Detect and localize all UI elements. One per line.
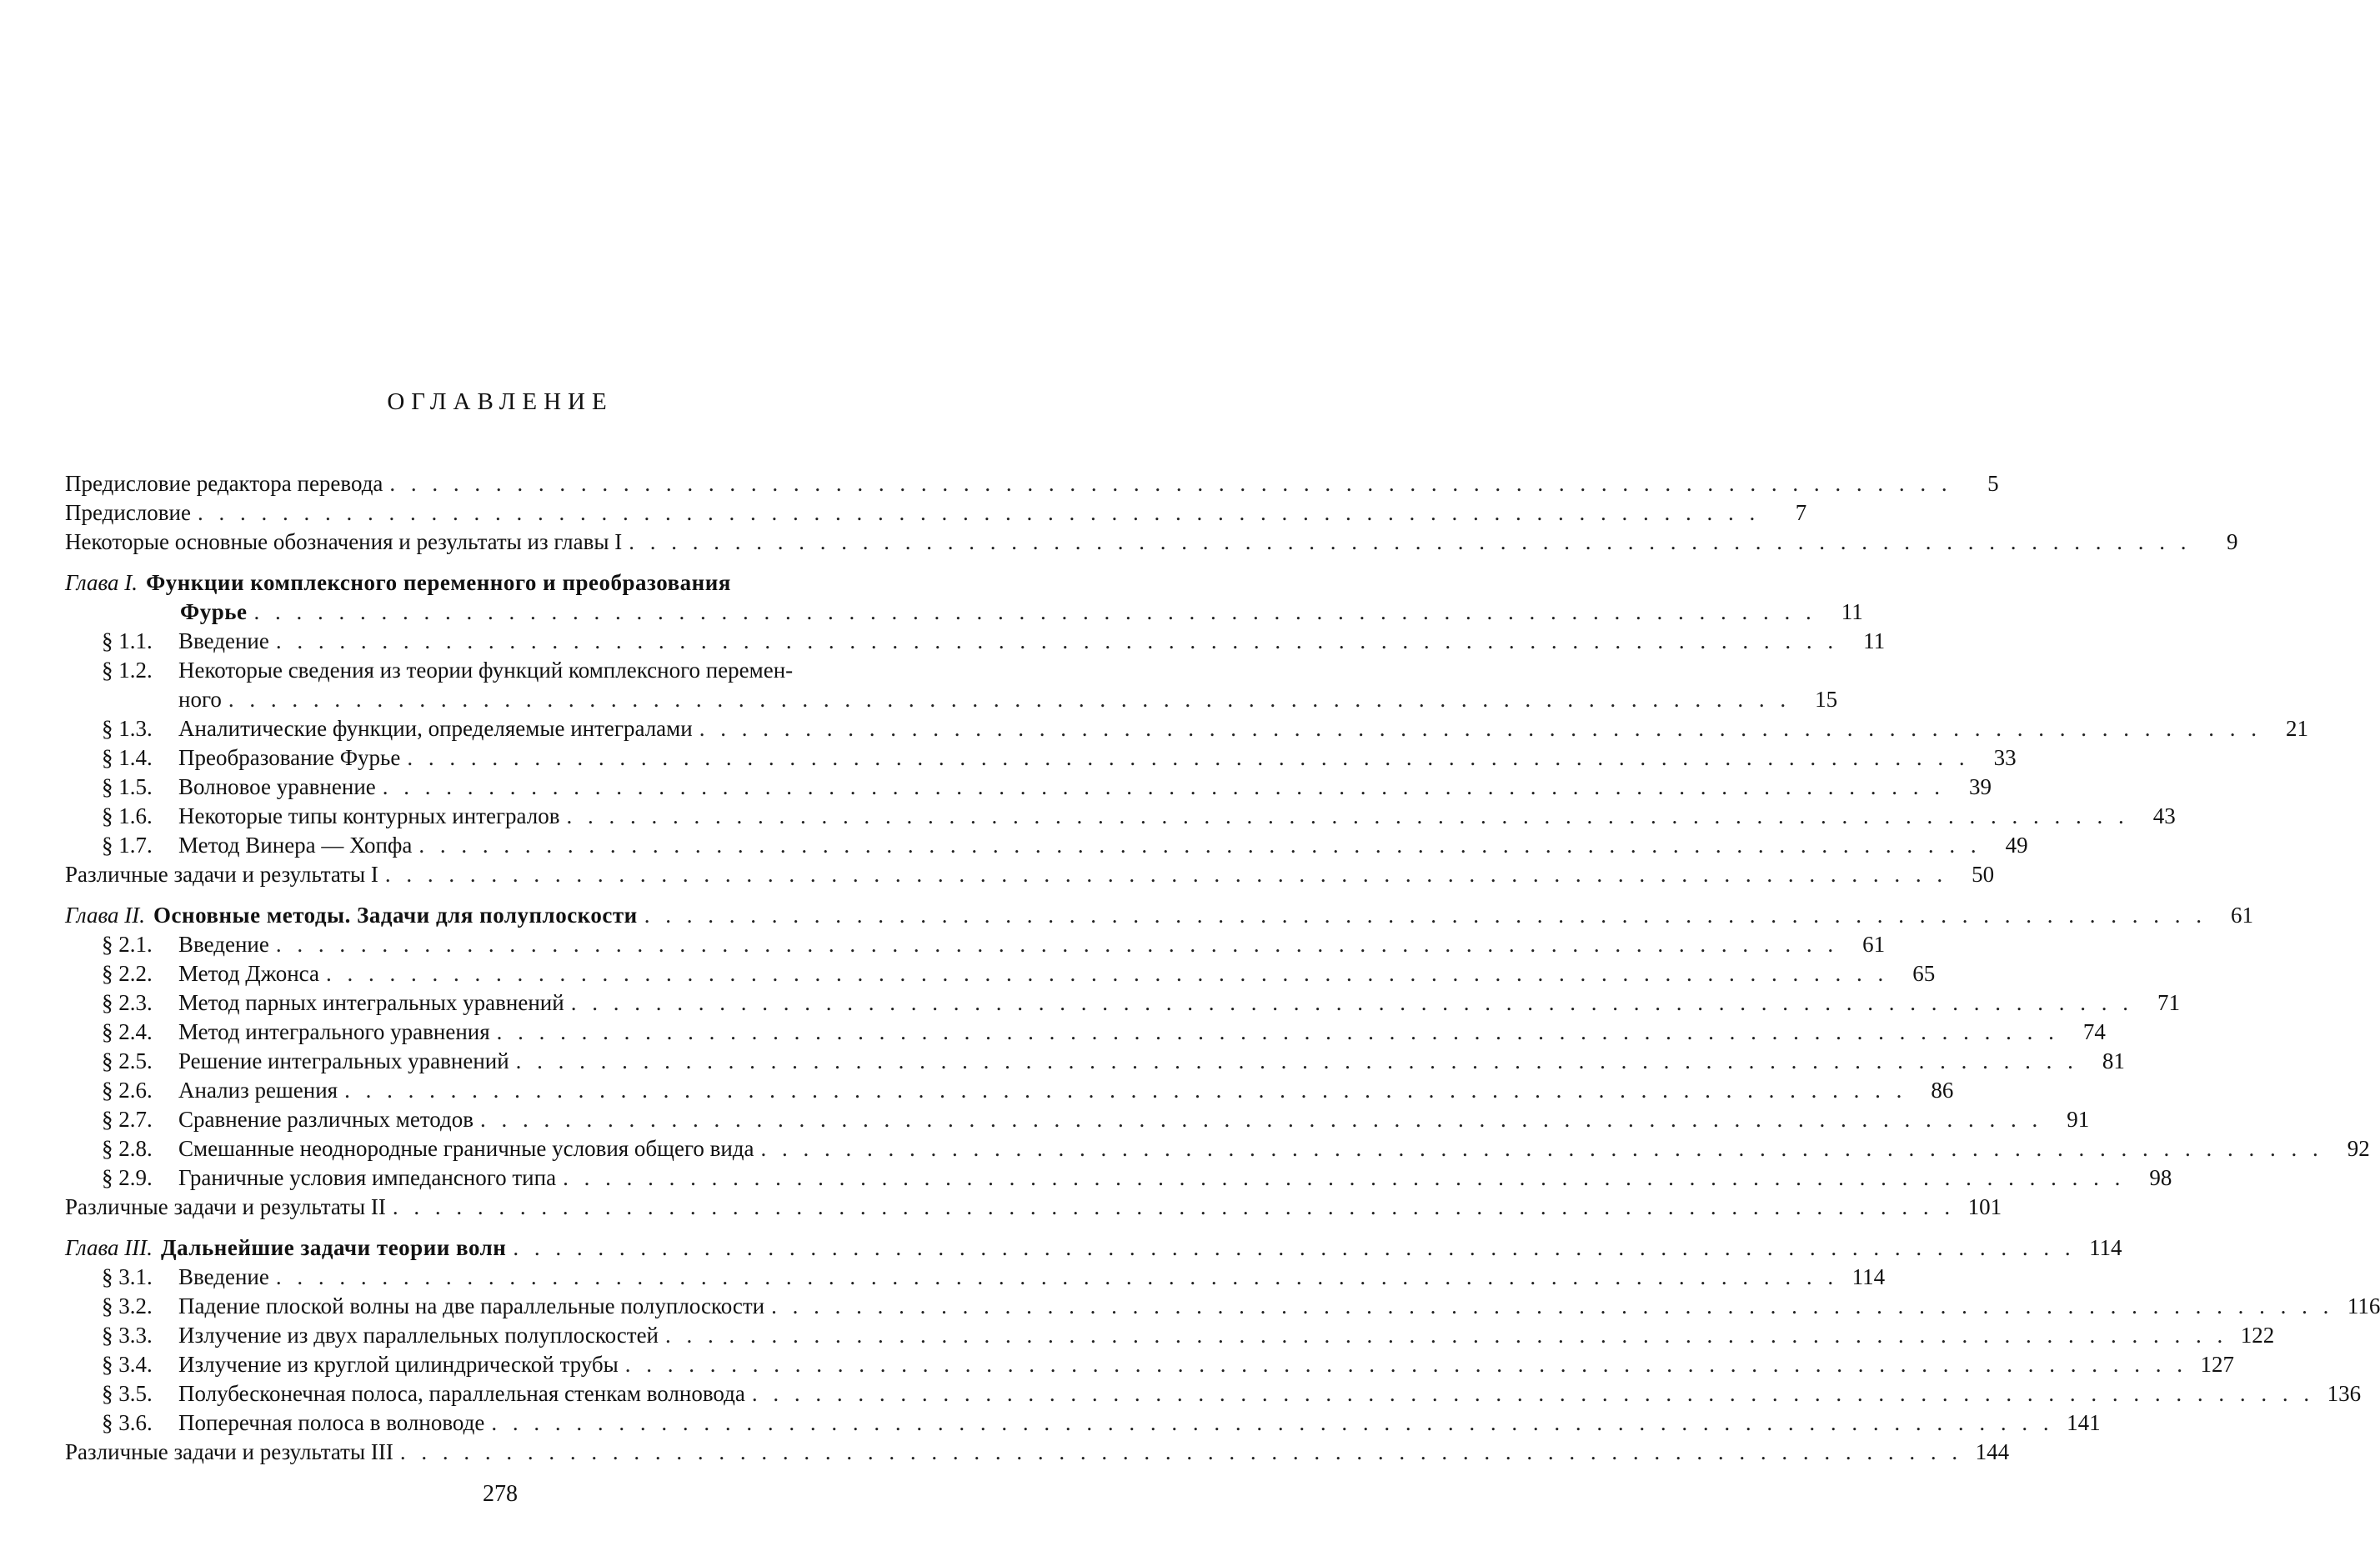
section-number: § 2.1. [102, 932, 153, 957]
toc-section-2-9[interactable] [65, 1163, 2172, 1193]
page-title: ОГЛАВЛЕНИЕ [387, 388, 614, 415]
toc-entry-text: Различные задачи и результаты II [65, 1194, 386, 1219]
chapter-title-line1: Функции комплексного переменного и преобразования [146, 570, 731, 595]
toc-section-2-2[interactable] [65, 959, 1936, 988]
toc-section-1-1[interactable] [65, 627, 1886, 656]
section-number: § 2.8. [102, 1136, 153, 1161]
toc-entry-page: 11 [1841, 599, 1863, 624]
dot-leader [699, 714, 2262, 743]
dot-leader [383, 773, 1945, 802]
dot-leader [276, 627, 1838, 656]
dot-leader [418, 831, 1981, 860]
toc-entry-page: 116 [2347, 1293, 2380, 1318]
toc-section-1-7[interactable] [65, 831, 2028, 860]
dot-leader [228, 685, 1791, 714]
section-number: § 3.4. [102, 1352, 153, 1377]
dot-leader [344, 1076, 1907, 1105]
section-title: Волновое уравнение [178, 774, 376, 799]
chapter-label: Глава II. [65, 903, 146, 928]
toc-section-2-6[interactable] [65, 1076, 1954, 1105]
toc-entry-page: 7 [1795, 500, 1807, 525]
toc-entry-page: 98 [2149, 1165, 2172, 1190]
dot-leader [276, 930, 1838, 959]
toc-entry-editor-preface[interactable] [65, 469, 1999, 498]
dot-leader [629, 528, 2191, 557]
chapter-1-heading[interactable] [65, 568, 950, 598]
toc-entry-page: 71 [2157, 990, 2180, 1015]
dot-leader [752, 1379, 2314, 1408]
dot-leader [407, 743, 1969, 773]
toc-section-1-5[interactable] [65, 773, 1992, 802]
toc-entry-page: 43 [2152, 803, 2176, 828]
dot-leader [644, 901, 2207, 930]
toc-entry-page: 141 [2067, 1410, 2101, 1435]
toc-entry-page: 114 [2089, 1235, 2122, 1260]
section-title: Введение [178, 932, 269, 957]
toc-entry-page: 92 [2347, 1136, 2370, 1161]
section-number: § 2.7. [102, 1107, 153, 1132]
section-number: § 2.9. [102, 1165, 153, 1190]
dot-leader [497, 1018, 2059, 1047]
toc-section-2-1[interactable] [65, 930, 1886, 959]
section-title: Излучение из двух параллельных полуплоскостей [178, 1323, 659, 1348]
toc-entry-page: 39 [1969, 774, 1992, 799]
section-title: Введение [178, 1264, 269, 1289]
toc-entry-page: 136 [2327, 1381, 2362, 1406]
section-title: Некоторые типы контурных интегралов [178, 803, 560, 828]
toc-entry-text: Некоторые основные обозначения и результаты из главы I [65, 529, 623, 554]
dot-leader [198, 498, 1760, 528]
chapter-3-heading[interactable] [65, 1233, 2122, 1263]
dot-leader [665, 1321, 2227, 1350]
section-number: § 3.2. [102, 1293, 153, 1318]
section-title: Метод Джонса [178, 961, 319, 986]
dot-leader [253, 598, 1816, 627]
toc-entry-page: 81 [2102, 1048, 2125, 1073]
toc-entry-misc-3[interactable] [65, 1438, 2010, 1467]
section-number: § 3.5. [102, 1381, 153, 1406]
section-number: § 1.2. [102, 658, 153, 683]
chapter-title: Дальнейшие задачи теории волн [161, 1235, 507, 1260]
chapter-title: Основные методы. Задачи для полуплоскости [153, 903, 638, 928]
section-number: § 2.4. [102, 1019, 153, 1044]
section-title: Преобразование Фурье [178, 745, 401, 770]
section-number: § 1.5. [102, 774, 153, 799]
toc-entry-page: 15 [1815, 687, 1838, 712]
section-number: § 1.4. [102, 745, 153, 770]
section-title: Метод интегрального уравнения [178, 1019, 490, 1044]
dot-leader [480, 1105, 2042, 1134]
toc-section-1-2-cont[interactable] [65, 685, 1838, 714]
toc-section-2-5[interactable] [65, 1047, 2125, 1076]
toc-section-1-6[interactable] [65, 802, 2176, 831]
section-title: Полубесконечная полоса, параллельная стенкам волновода [178, 1381, 745, 1406]
section-number: § 3.3. [102, 1323, 153, 1348]
dot-leader [393, 1193, 1955, 1222]
section-number: § 1.6. [102, 803, 153, 828]
chapter-1-heading-cont[interactable] [65, 598, 1863, 627]
section-title: Метод Винера — Хопфа [178, 833, 413, 858]
section-title: Поперечная полоса в волноводе [178, 1410, 485, 1435]
toc-entry-page: 65 [1912, 961, 1936, 986]
dot-leader [326, 959, 1888, 988]
toc-section-2-4[interactable] [65, 1018, 2106, 1047]
toc-section-2-8[interactable] [65, 1134, 2370, 1163]
toc-entry-page: 144 [1975, 1439, 2010, 1464]
toc-section-1-4[interactable] [65, 743, 2017, 773]
dot-leader [566, 802, 2128, 831]
section-title: Решение интегральных уравнений [178, 1048, 509, 1073]
toc-entry-text: Предисловие редактора перевода [65, 471, 383, 496]
toc-entry-page: 50 [1972, 862, 1995, 887]
toc-entry-page: 61 [2230, 903, 2253, 928]
section-number: § 3.1. [102, 1264, 153, 1289]
toc-entry-page: 114 [1851, 1264, 1886, 1289]
toc-entry-page: 9 [2226, 529, 2238, 554]
dot-leader [571, 988, 2133, 1018]
dot-leader [516, 1047, 2078, 1076]
section-title: Анализ решения [178, 1078, 338, 1103]
section-number: § 2.3. [102, 990, 153, 1015]
toc-entry-page: 49 [2005, 833, 2028, 858]
section-title: Излучение из круглой цилиндрической трубы [178, 1352, 619, 1377]
toc-section-1-2[interactable] [65, 656, 950, 685]
toc-entry-page: 21 [2285, 716, 2308, 741]
toc-entry-page: 91 [2067, 1107, 2090, 1132]
table-of-contents [65, 469, 2380, 1467]
dot-leader [761, 1134, 2323, 1163]
section-title-cont: ного [178, 687, 222, 712]
chapter-title-line2: Фурье [180, 599, 248, 624]
toc-entry-misc-2[interactable] [65, 1193, 2002, 1222]
section-title: Аналитические функции, определяемые интегралами [178, 716, 693, 741]
toc-section-2-3[interactable] [65, 988, 2180, 1018]
section-number: § 1.7. [102, 833, 153, 858]
section-number: § 3.6. [102, 1410, 153, 1435]
section-title: Смешанные неоднородные граничные условия общего вида [178, 1136, 754, 1161]
toc-entry-page: 11 [1863, 628, 1886, 653]
toc-entry-page: 101 [1967, 1194, 2002, 1219]
section-title: Введение [178, 628, 269, 653]
dot-leader [563, 1163, 2125, 1193]
toc-entry-page: 33 [1993, 745, 2017, 770]
toc-entry-notation[interactable] [65, 528, 2238, 557]
section-number: § 2.5. [102, 1048, 153, 1073]
toc-section-3-2[interactable] [65, 1292, 2380, 1321]
dot-leader [389, 469, 1952, 498]
dot-leader [385, 860, 1947, 889]
dot-leader [513, 1233, 2075, 1263]
toc-entry-page: 61 [1862, 932, 1886, 957]
section-title: Падение плоской волны на две параллельные полуплоскости [178, 1293, 765, 1318]
chapter-label: Глава III. [65, 1235, 153, 1260]
chapter-2-heading[interactable] [65, 901, 2253, 930]
toc-section-2-7[interactable] [65, 1105, 2090, 1134]
toc-entry-page: 122 [2240, 1323, 2275, 1348]
dot-leader [276, 1263, 1838, 1292]
toc-section-3-6[interactable] [65, 1408, 2101, 1438]
dot-leader [491, 1408, 2053, 1438]
dot-leader [771, 1292, 2333, 1321]
page-number: 278 [483, 1481, 518, 1507]
toc-entry-text: Различные задачи и результаты III [65, 1439, 393, 1464]
section-number: § 2.6. [102, 1078, 153, 1103]
section-number: § 1.3. [102, 716, 153, 741]
toc-section-3-1[interactable] [65, 1263, 1886, 1292]
toc-entry-misc-1[interactable] [65, 860, 1995, 889]
chapter-label: Глава I. [65, 570, 138, 595]
toc-section-3-3[interactable] [65, 1321, 2275, 1350]
toc-entry-page: 127 [2200, 1352, 2235, 1377]
section-number: § 1.1. [102, 628, 153, 653]
toc-entry-page: 5 [1987, 471, 1999, 496]
dot-leader [400, 1438, 1962, 1467]
toc-entry-page: 86 [1931, 1078, 1954, 1103]
toc-section-3-5[interactable] [65, 1379, 2362, 1408]
toc-section-1-3[interactable] [65, 714, 2308, 743]
toc-entry-page: 74 [2082, 1019, 2106, 1044]
section-title: Граничные условия импедансного типа [178, 1165, 557, 1190]
section-title: Сравнение различных методов [178, 1107, 474, 1132]
section-number: § 2.2. [102, 961, 153, 986]
section-title: Метод парных интегральных уравнений [178, 990, 564, 1015]
toc-entry-text: Различные задачи и результаты I [65, 862, 378, 887]
dot-leader [625, 1350, 2187, 1379]
toc-section-3-4[interactable] [65, 1350, 2235, 1379]
toc-entry-preface[interactable] [65, 498, 1807, 528]
section-title: Некоторые сведения из теории функций комплексного перемен- [178, 658, 794, 683]
toc-entry-text: Предисловие [65, 500, 191, 525]
